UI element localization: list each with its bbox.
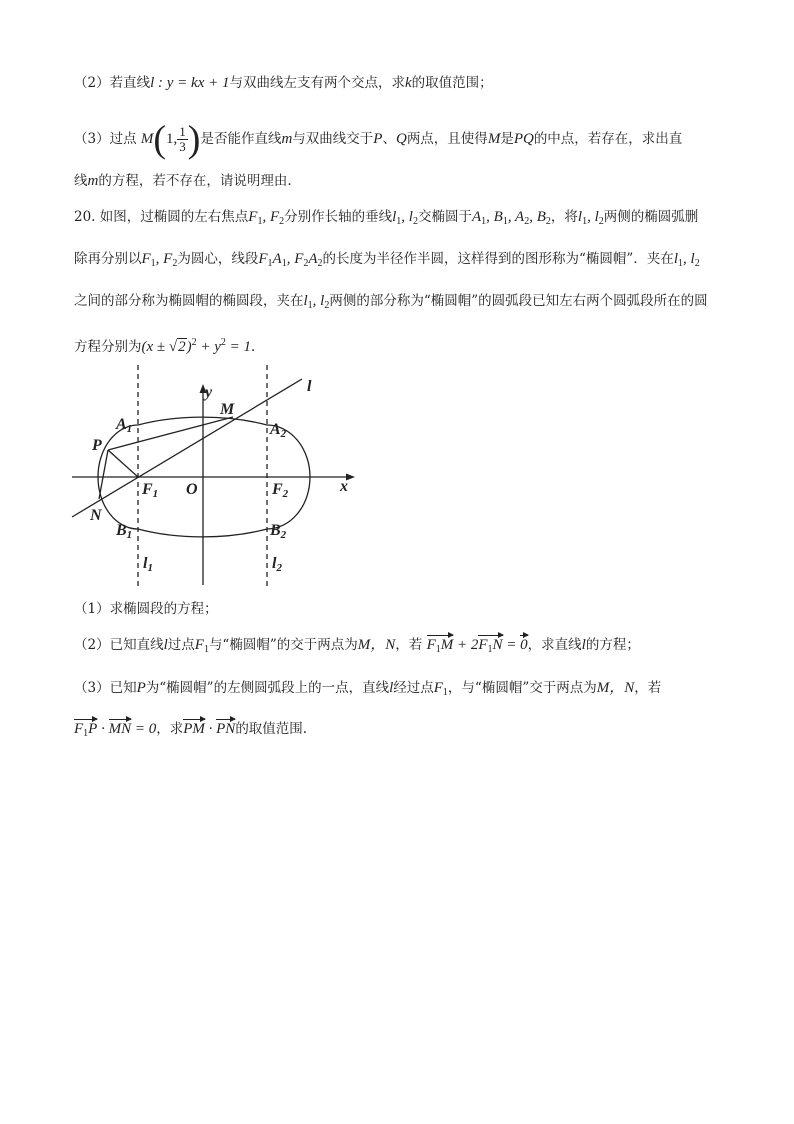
text: 两侧的部分称为“椭圆帽”的圆弧段已知左右两个圆弧段所在的圆 bbox=[329, 293, 708, 309]
part-number: （2） bbox=[74, 637, 110, 653]
math-F1A1F2A2: $F_1A_1$, $F_2A_2$ bbox=[258, 251, 323, 269]
label-M: M bbox=[220, 401, 235, 418]
text: 为“椭圆帽”的左侧圆弧段上的一点，直线 bbox=[145, 680, 390, 696]
text: 与双曲线交于 bbox=[292, 131, 374, 147]
math-l1l2: $l_1$, $l_2$ bbox=[392, 209, 418, 227]
part-number: （3） bbox=[74, 131, 110, 147]
q20-sub2 bbox=[74, 634, 724, 661]
label-A1: A1 bbox=[116, 416, 133, 435]
text: ，求直线 bbox=[527, 637, 582, 653]
math-dot-product-zero: $F_1P$ · MN = 0 bbox=[74, 721, 156, 737]
text: 与“椭圆帽”的交于两点为 bbox=[208, 637, 358, 653]
math-l: l bbox=[389, 680, 394, 696]
math-k: k bbox=[404, 75, 412, 91]
math-MN: M，N bbox=[357, 637, 396, 653]
text: 两侧的椭圆弧删 bbox=[603, 209, 699, 225]
text: 的中点，若存在，求出直 bbox=[533, 131, 683, 147]
text: 除再分别以 bbox=[74, 251, 142, 267]
text: 若直线 bbox=[109, 75, 151, 91]
text: 为圆心，线段 bbox=[177, 251, 259, 267]
text: ，求 bbox=[156, 721, 184, 737]
right-paren: ) bbox=[187, 118, 201, 161]
part-number: （1） bbox=[74, 601, 110, 617]
text: 求椭圆段的方程； bbox=[109, 601, 218, 617]
q20-line4 bbox=[74, 332, 724, 358]
text: 两点，且使得 bbox=[406, 131, 488, 147]
q20-line1 bbox=[74, 206, 724, 233]
math-l: l bbox=[581, 637, 586, 653]
fraction-one-third: $\frac{1}{3}$ bbox=[179, 124, 186, 154]
q19-part3-line1 bbox=[74, 119, 724, 159]
q19-part3-line2 bbox=[74, 170, 724, 192]
text: 交椭圆于 bbox=[417, 209, 472, 225]
question-number: 20. bbox=[74, 209, 96, 225]
q20-sub1 bbox=[74, 598, 724, 620]
label-B2: B2 bbox=[270, 522, 287, 541]
math-M: M bbox=[487, 131, 501, 147]
text: ． bbox=[251, 339, 265, 355]
math-F1F2: $F_1$, $F_2$ bbox=[248, 209, 285, 227]
ellipse-cap-figure bbox=[70, 365, 370, 590]
text: 之间的部分称为椭圆帽的椭圆段，夹在 bbox=[74, 293, 304, 309]
q20-sub3-line2 bbox=[74, 718, 724, 742]
q20-line3 bbox=[74, 290, 724, 317]
label-x: x bbox=[340, 478, 348, 495]
label-F1: F1 bbox=[142, 481, 159, 500]
math-l1l2: $l_1$, $l_2$ bbox=[577, 209, 604, 227]
text: ，将 bbox=[550, 209, 578, 225]
text: 、 bbox=[382, 131, 396, 147]
text: 的取值范围. bbox=[235, 721, 308, 737]
text: 如图，过椭圆的左右焦点 bbox=[99, 209, 249, 225]
math-l1l2: $l_1$, $l_2$ bbox=[303, 293, 330, 311]
math-l1l2: $l_1$, $l_2$ bbox=[673, 251, 700, 269]
text: 过点 bbox=[109, 131, 137, 147]
text: 的取值范围； bbox=[411, 75, 493, 91]
text: 线 bbox=[74, 173, 88, 189]
math-P: P bbox=[373, 131, 383, 147]
text: 分别作长轴的垂线 bbox=[284, 209, 393, 225]
text: 是 bbox=[500, 131, 514, 147]
text: 与双曲线左支有两个交点，求 bbox=[229, 75, 405, 91]
math-MN: M，N bbox=[596, 680, 635, 696]
math-M: M bbox=[140, 131, 154, 147]
text: 方程分别为 bbox=[74, 339, 142, 355]
label-A2: A2 bbox=[270, 421, 287, 440]
q19-part2 bbox=[74, 72, 724, 94]
label-y: y bbox=[205, 384, 213, 401]
text: 已知直线 bbox=[109, 637, 164, 653]
text: 的方程，若不存在，请说明理由. bbox=[98, 173, 292, 189]
math-PQ: PQ bbox=[513, 131, 534, 147]
math-m: m bbox=[281, 131, 293, 147]
math-F1: $F_1$ bbox=[194, 637, 209, 655]
math-vector-equation: $F_1M + 2F_1N = 0$ bbox=[427, 637, 528, 653]
text: 是否能作直线 bbox=[200, 131, 282, 147]
math-line-equation: l : y = kx + 1 bbox=[150, 75, 230, 91]
math-P: P bbox=[136, 680, 146, 696]
math-A1B1A2B2: $A_1$, $B_1$, $A_2$, $B_2$ bbox=[471, 209, 551, 227]
text: ，与“椭圆帽”交于两点为 bbox=[447, 680, 597, 696]
math-one: 1, bbox=[166, 131, 178, 147]
label-P: P bbox=[92, 437, 102, 454]
segment-PF1 bbox=[108, 450, 138, 477]
text: ，若 bbox=[634, 680, 662, 696]
label-l: l bbox=[307, 378, 312, 395]
q20-line2 bbox=[74, 248, 724, 275]
q20-sub3-line1 bbox=[74, 677, 724, 704]
part-number: （2） bbox=[74, 75, 110, 91]
math-PM-dot-PN: PM · PN bbox=[183, 721, 236, 737]
label-F2: F2 bbox=[272, 481, 289, 500]
label-O: O bbox=[186, 481, 198, 498]
text: 经过点 bbox=[393, 680, 434, 696]
label-B1: B1 bbox=[116, 522, 133, 541]
text: 过点 bbox=[167, 637, 195, 653]
text: 的长度为半径作半圆，这样得到的图形称为“椭圆帽”．夹在 bbox=[322, 251, 674, 267]
text: 已知 bbox=[109, 680, 137, 696]
text: 的方程； bbox=[585, 637, 640, 653]
math-l: l bbox=[163, 637, 168, 653]
math-F1F2: $F_1$, $F_2$ bbox=[141, 251, 178, 269]
label-l2: l2 bbox=[272, 555, 282, 574]
math-Q: Q bbox=[395, 131, 407, 147]
left-paren: ( bbox=[153, 118, 167, 161]
text: ，若 bbox=[395, 637, 423, 653]
label-l1: l1 bbox=[143, 555, 153, 574]
label-N: N bbox=[90, 507, 102, 524]
part-number: （3） bbox=[74, 680, 110, 696]
math-m: m bbox=[87, 173, 99, 189]
math-circle-equation: $(x \pm √2)^2 + y^2 = 1$ bbox=[141, 337, 252, 355]
math-F1: $F_1$ bbox=[433, 680, 448, 698]
